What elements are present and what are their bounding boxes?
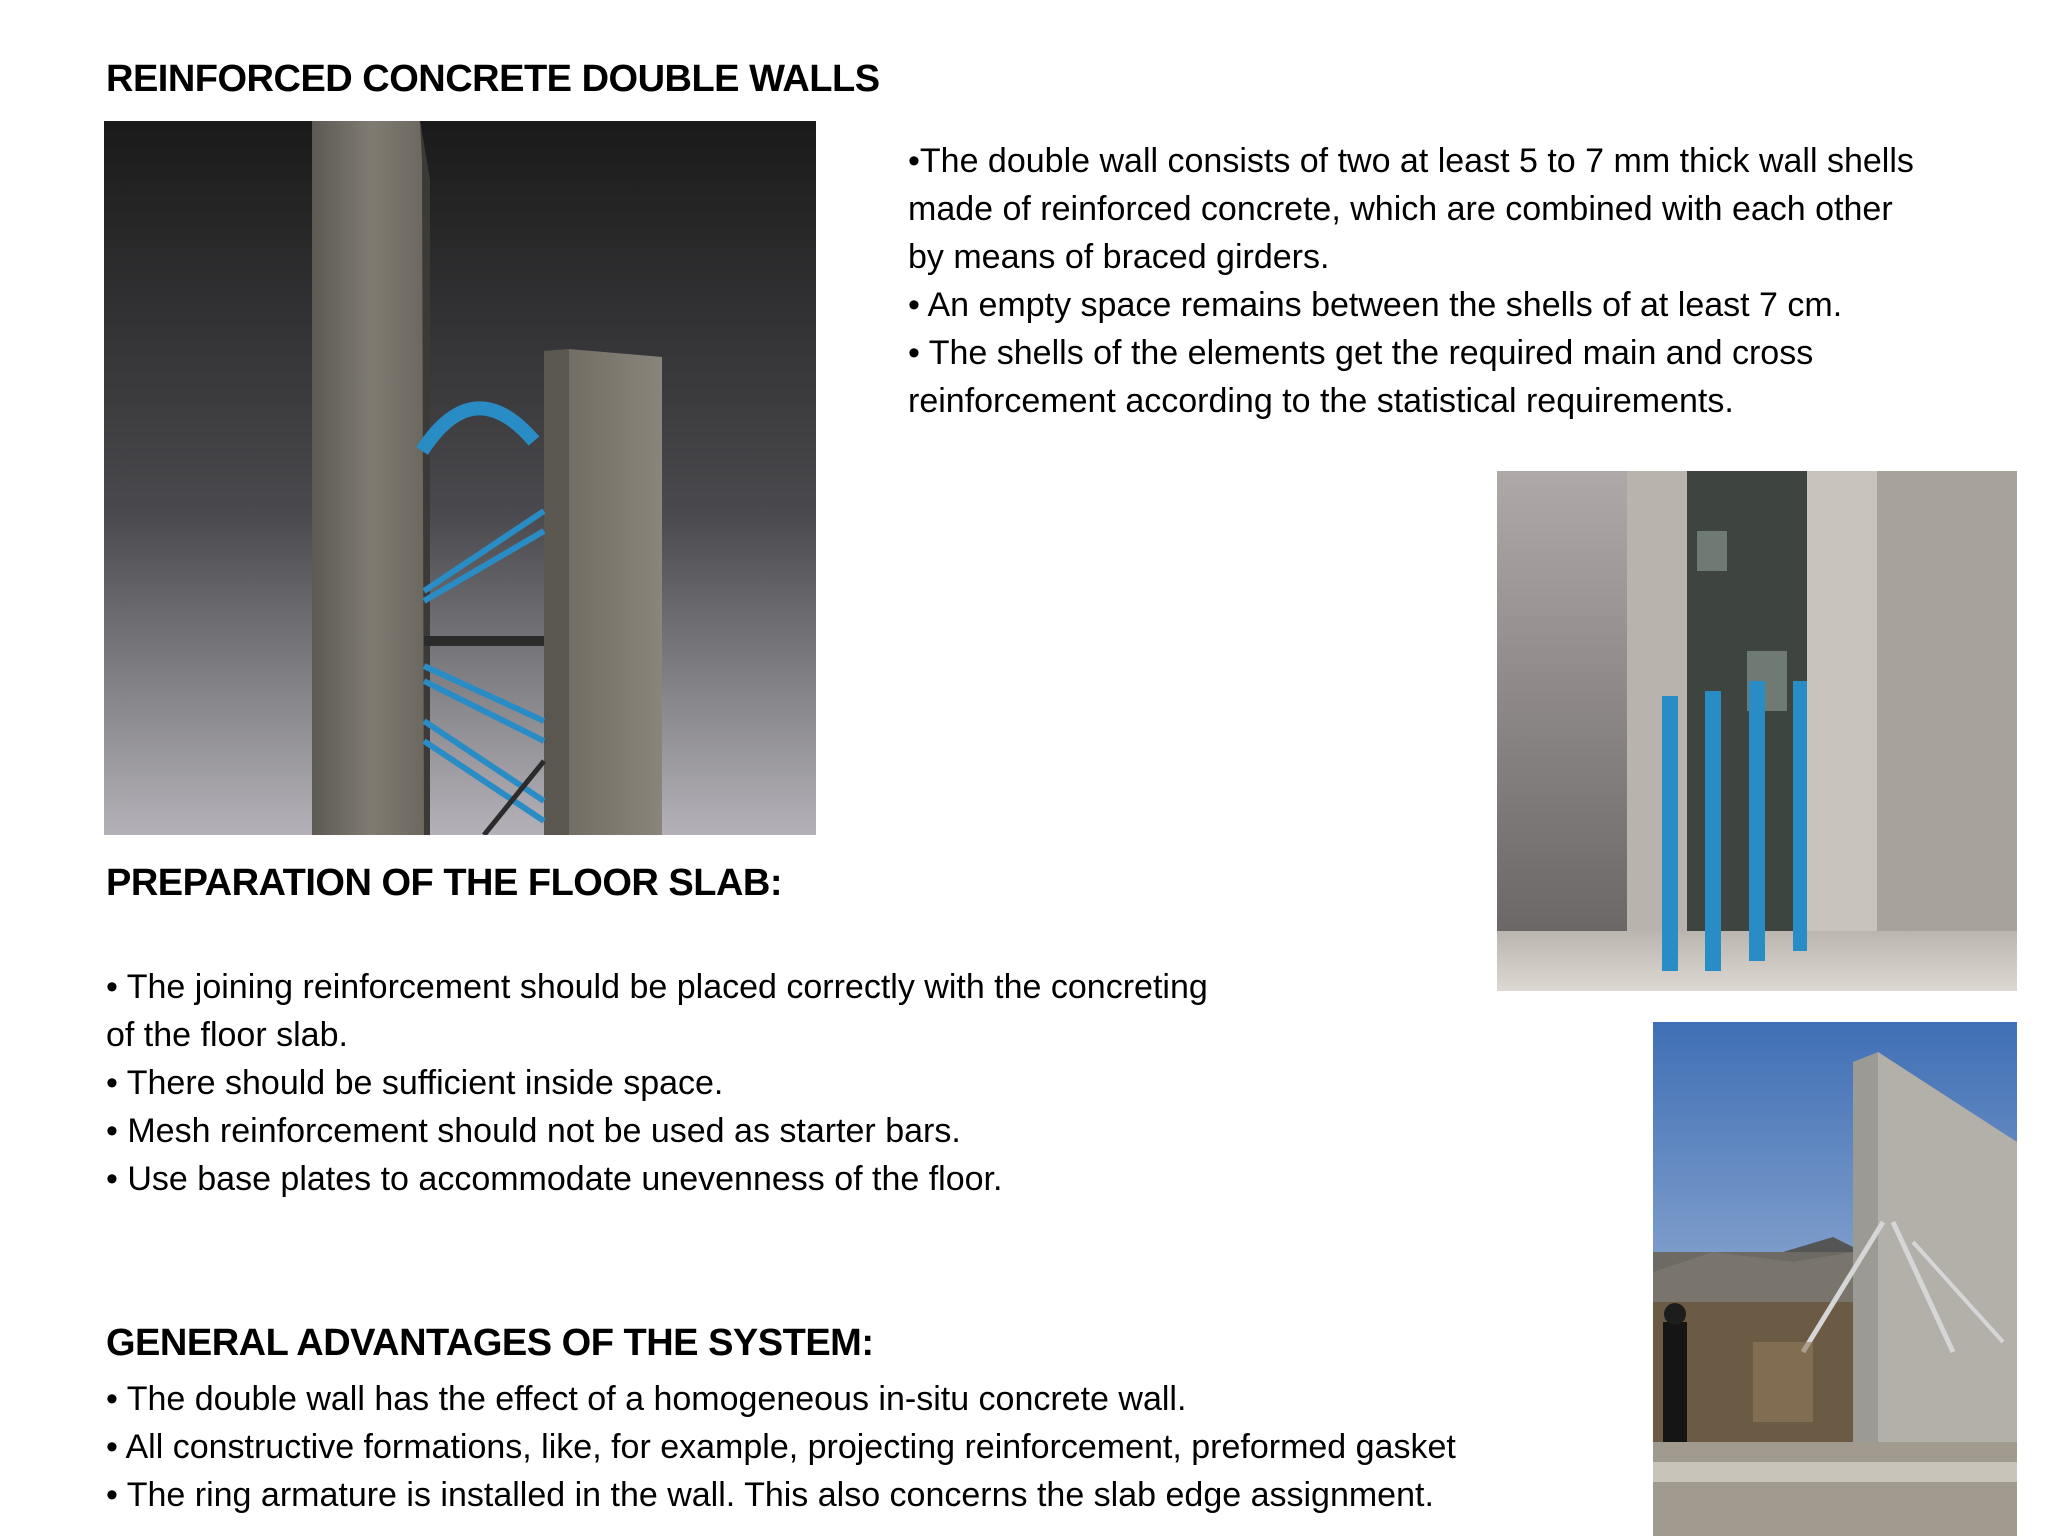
preparation-heading: PREPARATION OF THE FLOOR SLAB: bbox=[106, 862, 783, 904]
preparation-line: • The joining reinforcement should be placed correctly with the concreting bbox=[106, 968, 1208, 1006]
intro-line: •The double wall consists of two at least 5 to 7 mm thick wall shells bbox=[908, 142, 1914, 180]
advantages-line: • The double wall has the effect of a homogeneous in-situ concrete wall. bbox=[106, 1380, 1187, 1418]
intro-line: by means of braced girders. bbox=[908, 238, 1330, 276]
preparation-line: • Mesh reinforcement should not be used as starter bars. bbox=[106, 1112, 961, 1150]
advantages-line: • All constructive formations, like, for example, projecting reinforcement, preformed gasket bbox=[106, 1428, 1456, 1466]
preparation-list bbox=[106, 963, 1208, 1203]
advantages-line: • The ring armature is installed in the wall. This also concerns the slab edge assignment. bbox=[106, 1476, 1434, 1514]
advantages-list bbox=[106, 1375, 1456, 1519]
construction-site-photo bbox=[1653, 1022, 2017, 1536]
preparation-line: • There should be sufficient inside space. bbox=[106, 1064, 724, 1102]
intro-line: • An empty space remains between the shells of at least 7 cm. bbox=[908, 286, 1843, 324]
intro-line: • The shells of the elements get the required main and cross bbox=[908, 334, 1814, 372]
preparation-line: • Use base plates to accommodate unevenness of the floor. bbox=[106, 1160, 1003, 1198]
starter-bars-photo bbox=[1497, 471, 2017, 991]
intro-line: made of reinforced concrete, which are combined with each other bbox=[908, 190, 1893, 228]
advantages-heading: GENERAL ADVANTAGES OF THE SYSTEM: bbox=[106, 1322, 874, 1364]
double-wall-photo bbox=[104, 121, 816, 835]
intro-text bbox=[908, 137, 1914, 425]
intro-line: reinforcement according to the statistical requirements. bbox=[908, 382, 1734, 420]
page-title: REINFORCED CONCRETE DOUBLE WALLS bbox=[106, 58, 880, 100]
preparation-line: of the floor slab. bbox=[106, 1016, 348, 1054]
